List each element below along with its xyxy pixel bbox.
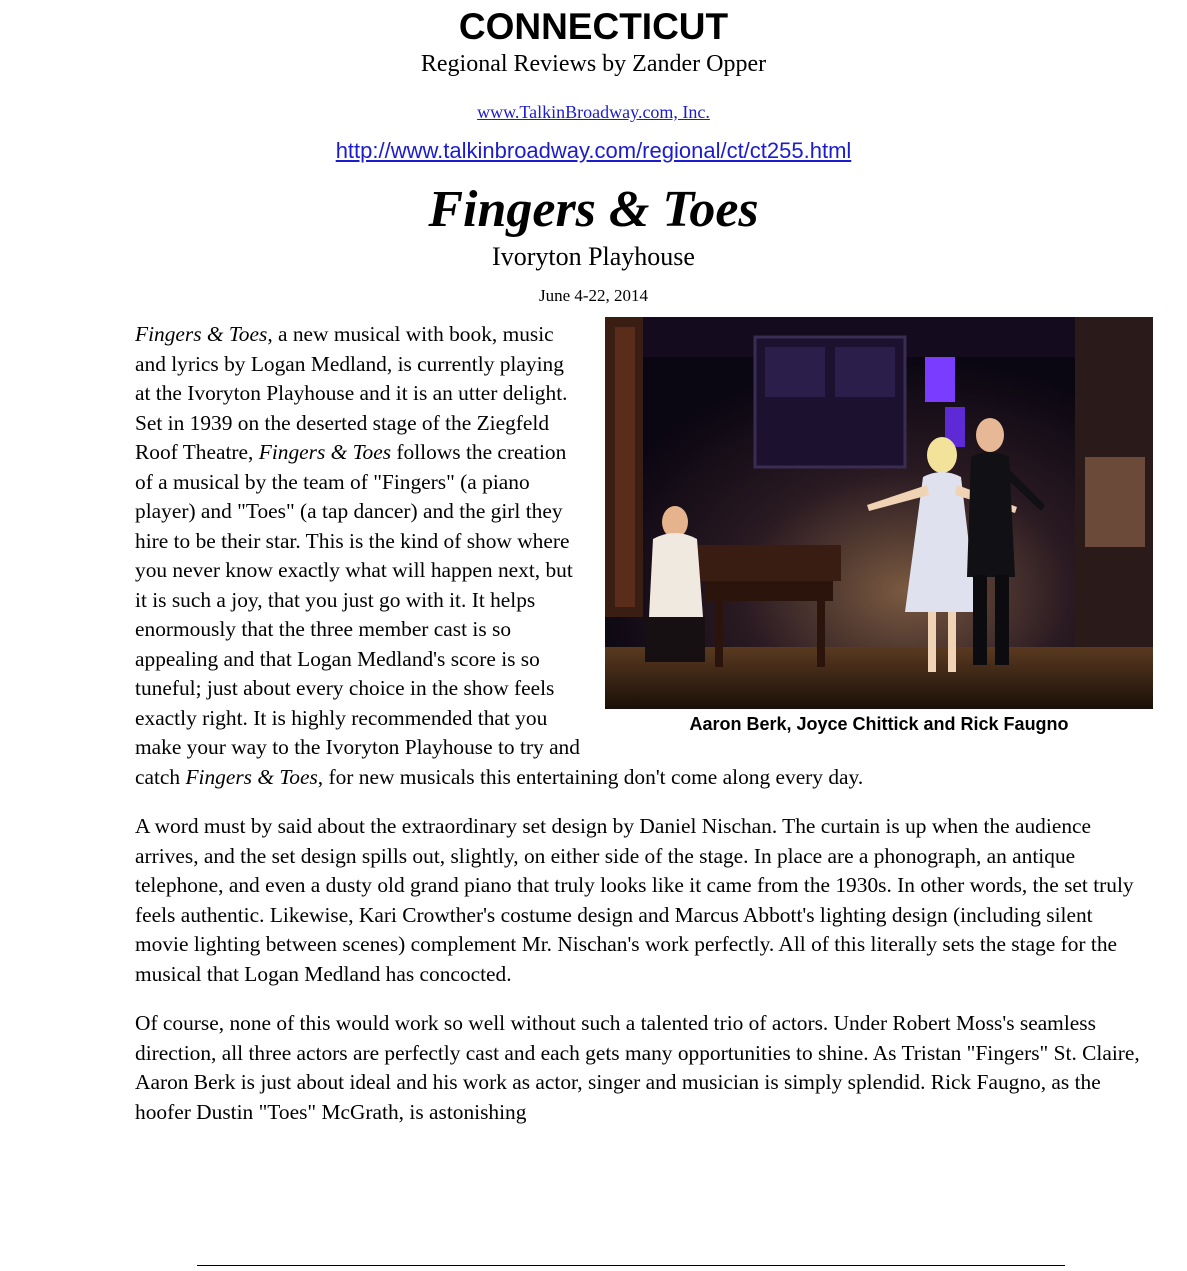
section-title: CONNECTICUT (458, 6, 729, 47)
show-title: Fingers & Toes (428, 181, 759, 238)
venue: Ivoryton Playhouse (492, 242, 695, 271)
paragraph-2: A word must by said about the extraordinary set design by Daniel Nischan. The curtain is up when the audience arrives, and the set design spills out, slightly, on either side of the stage. In place are a phonograph, an antique telephone, and even a dusty old grand piano that truly looks like it came from the 1930s. In other words, the set truly feels authentic. Likewise, Kari Crowther's costume design and Marcus Abbott's lighting design (including silent movie lighting between scenes) complement Mr. Nischan's work perfectly. All of this literally sets the stage for the musical that Logan Medland has concocted. (135, 814, 1134, 986)
show-title-inline: Fingers & Toes (258, 440, 392, 464)
production-photo (605, 317, 1153, 709)
paragraph-1-text-a: , a new musical with book, music and lyrics by Logan Medland, is currently playing at the Ivoryton Playhouse and it is an utter delight. Set in 1939 on the deserted stage of the Ziegfeld Roof Theatre, (135, 322, 568, 464)
show-title-inline: Fingers & Toes (185, 764, 318, 789)
photo-caption: Aaron Berk, Joyce Chittick and Rick Faugno (689, 714, 1069, 734)
paragraph-1-text-b: follows the creation of a musical by the team of "Fingers" (a piano player) and "Toes" (a tap dancer) and the girl they hire to be their star. This is the kind of show where you never know exactly what will happen next, but it is such a joy, that you just go with it. It helps enormously that the three member cast is so appealing and that Logan Medland's score is so tuneful; just about every choice in the show feels exactly right. It is highly recommended that you make your way to the Ivoryton Playhouse to try and catch (135, 440, 580, 789)
url-link-container (0, 138, 1187, 164)
show-title-inline: Fingers & Toes (135, 322, 268, 346)
byline: Regional Reviews by Zander Opper (420, 51, 767, 77)
production-photo-figure (597, 317, 1153, 737)
footer-divider (197, 1265, 1065, 1266)
paragraph-1-text-c: , for new musicals this entertaining don't come along every day. (317, 764, 864, 789)
run-dates: June 4-22, 2014 (538, 286, 649, 305)
site-link-container (0, 102, 1187, 123)
review-article (135, 320, 1145, 1147)
site-link[interactable]: www.TalkinBroadway.com, Inc. (477, 102, 710, 122)
paragraph-3: Of course, none of this would work so well without such a talented trio of actors. Under Robert Moss's seamless direction, all three actors are perfectly cast and each gets many opportunities to shine. As Tristan "Fingers" St. Claire, Aaron Berk is just about ideal and his work as actor, singer and musician is simply splendid. Rick Faugno, as the hoofer Dustin "Toes" McGrath, is astonishing (135, 1011, 1140, 1124)
article-url-link[interactable]: http://www.talkinbroadway.com/regional/ct/ct255.html (335, 138, 852, 163)
